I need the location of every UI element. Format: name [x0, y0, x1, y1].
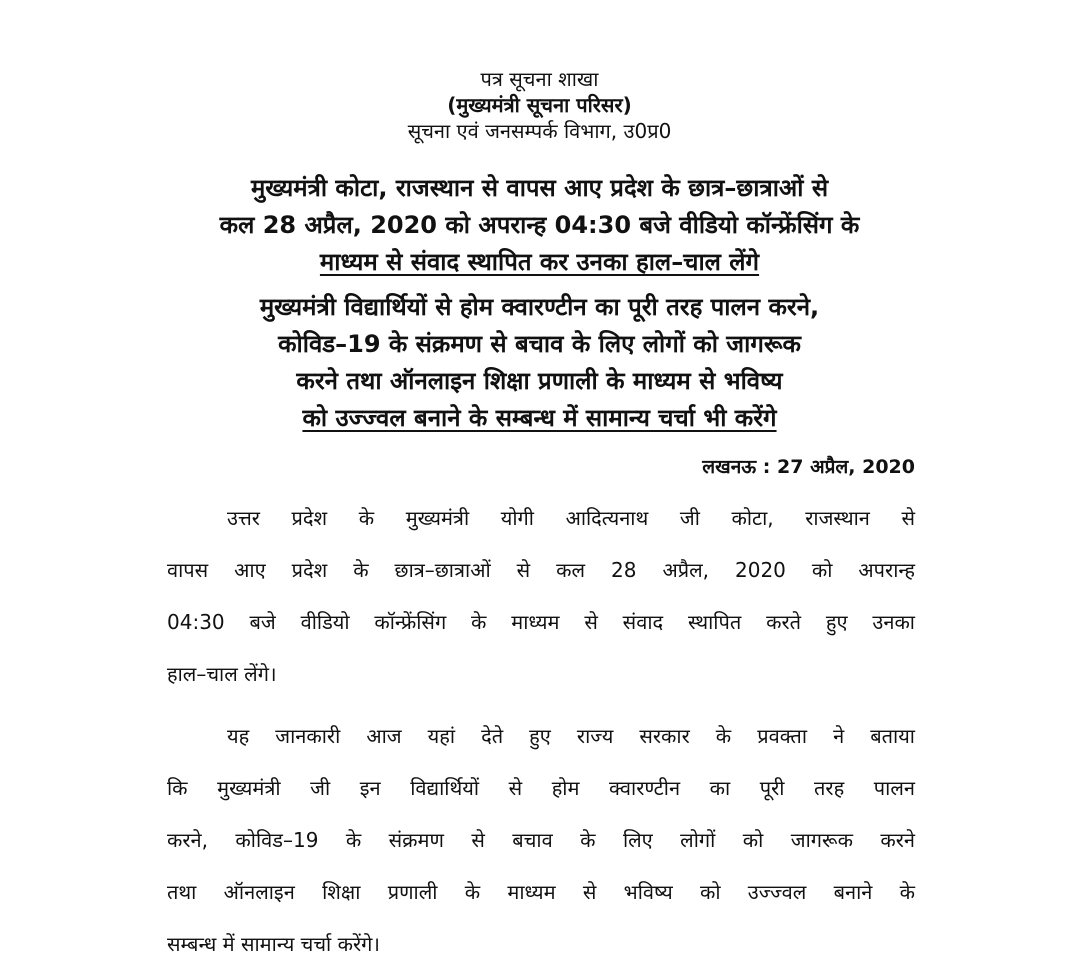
paragraph-2 [167, 710, 915, 970]
headline-line-1: मुख्यमंत्री कोटा, राजस्थान से वापस आए प्रदेश के छात्र–छात्राओं से [250, 174, 829, 202]
paragraph-1 [167, 492, 915, 700]
headline-line-3 [0, 244, 1079, 281]
paragraph-2-line-1: यह जानकारी आज यहां देते हुए राज्य सरकार के प्रवक्ता ने बताया [227, 724, 915, 748]
headline-line-2: कल 28 अप्रैल, 2020 को अपरान्ह 04:30 बजे वीडियो कॉन्फ्रेंसिंग के [219, 211, 860, 239]
headline-line-3-text: माध्यम से संवाद स्थापित कर उनका हाल–चाल लेंगे [319, 248, 760, 276]
paragraph-1-line-1: उत्तर प्रदेश के मुख्यमंत्री योगी आदित्यनाथ जी कोटा, राजस्थान से [227, 506, 915, 530]
subheadline-line-4-text: को उज्ज्वल बनाने के सम्बन्ध में सामान्य चर्चा भी करेंगे [302, 404, 777, 432]
dateline: लखनऊ : 27 अप्रैल, 2020 [702, 456, 915, 478]
department-header [0, 66, 1079, 144]
header-line-2: (मुख्यमंत्री सूचना परिसर) [447, 93, 632, 117]
subheadline-line-2: कोविड–19 के संक्रमण से बचाव के लिए लोगों को जागरूक [278, 330, 801, 358]
subheadline-line-3: करने तथा ऑनलाइन शिक्षा प्रणाली के माध्यम से भविष्य [296, 367, 783, 395]
headline [0, 170, 1079, 281]
header-line-3: सूचना एवं जनसम्पर्क विभाग, उ0प्र0 [407, 119, 672, 143]
paragraph-2-line-3: करने, कोविड–19 के संक्रमण से बचाव के लिए लोगों को जागरूक करने [167, 828, 915, 852]
paragraph-1-line-3: 04:30 बजे वीडियो कॉन्फ्रेंसिंग के माध्यम से संवाद स्थापित करते हुए उनका [167, 610, 915, 634]
paragraph-2-line-2: कि मुख्यमंत्री जी इन विद्यार्थियों से होम क्वारण्टीन का पूरी तरह पालन [167, 776, 915, 800]
subheadline [0, 289, 1079, 437]
paragraph-1-line-2: वापस आए प्रदेश के छात्र–छात्राओं से कल 28 अप्रैल, 2020 को अपरान्ह [167, 558, 915, 582]
subheadline-line-1: मुख्यमंत्री विद्यार्थियों से होम क्वारण्टीन का पूरी तरह पालन करने, [259, 293, 820, 321]
paragraph-2-line-4: तथा ऑनलाइन शिक्षा प्रणाली के माध्यम से भविष्य को उज्ज्वल बनाने के [167, 880, 915, 904]
header-line-1: पत्र सूचना शाखा [480, 67, 599, 91]
paragraph-1-line-4: हाल–चाल लेंगे। [167, 662, 277, 686]
paragraph-2-line-5: सम्बन्ध में सामान्य चर्चा करेंगे। [167, 932, 380, 956]
subheadline-line-4 [0, 400, 1079, 437]
